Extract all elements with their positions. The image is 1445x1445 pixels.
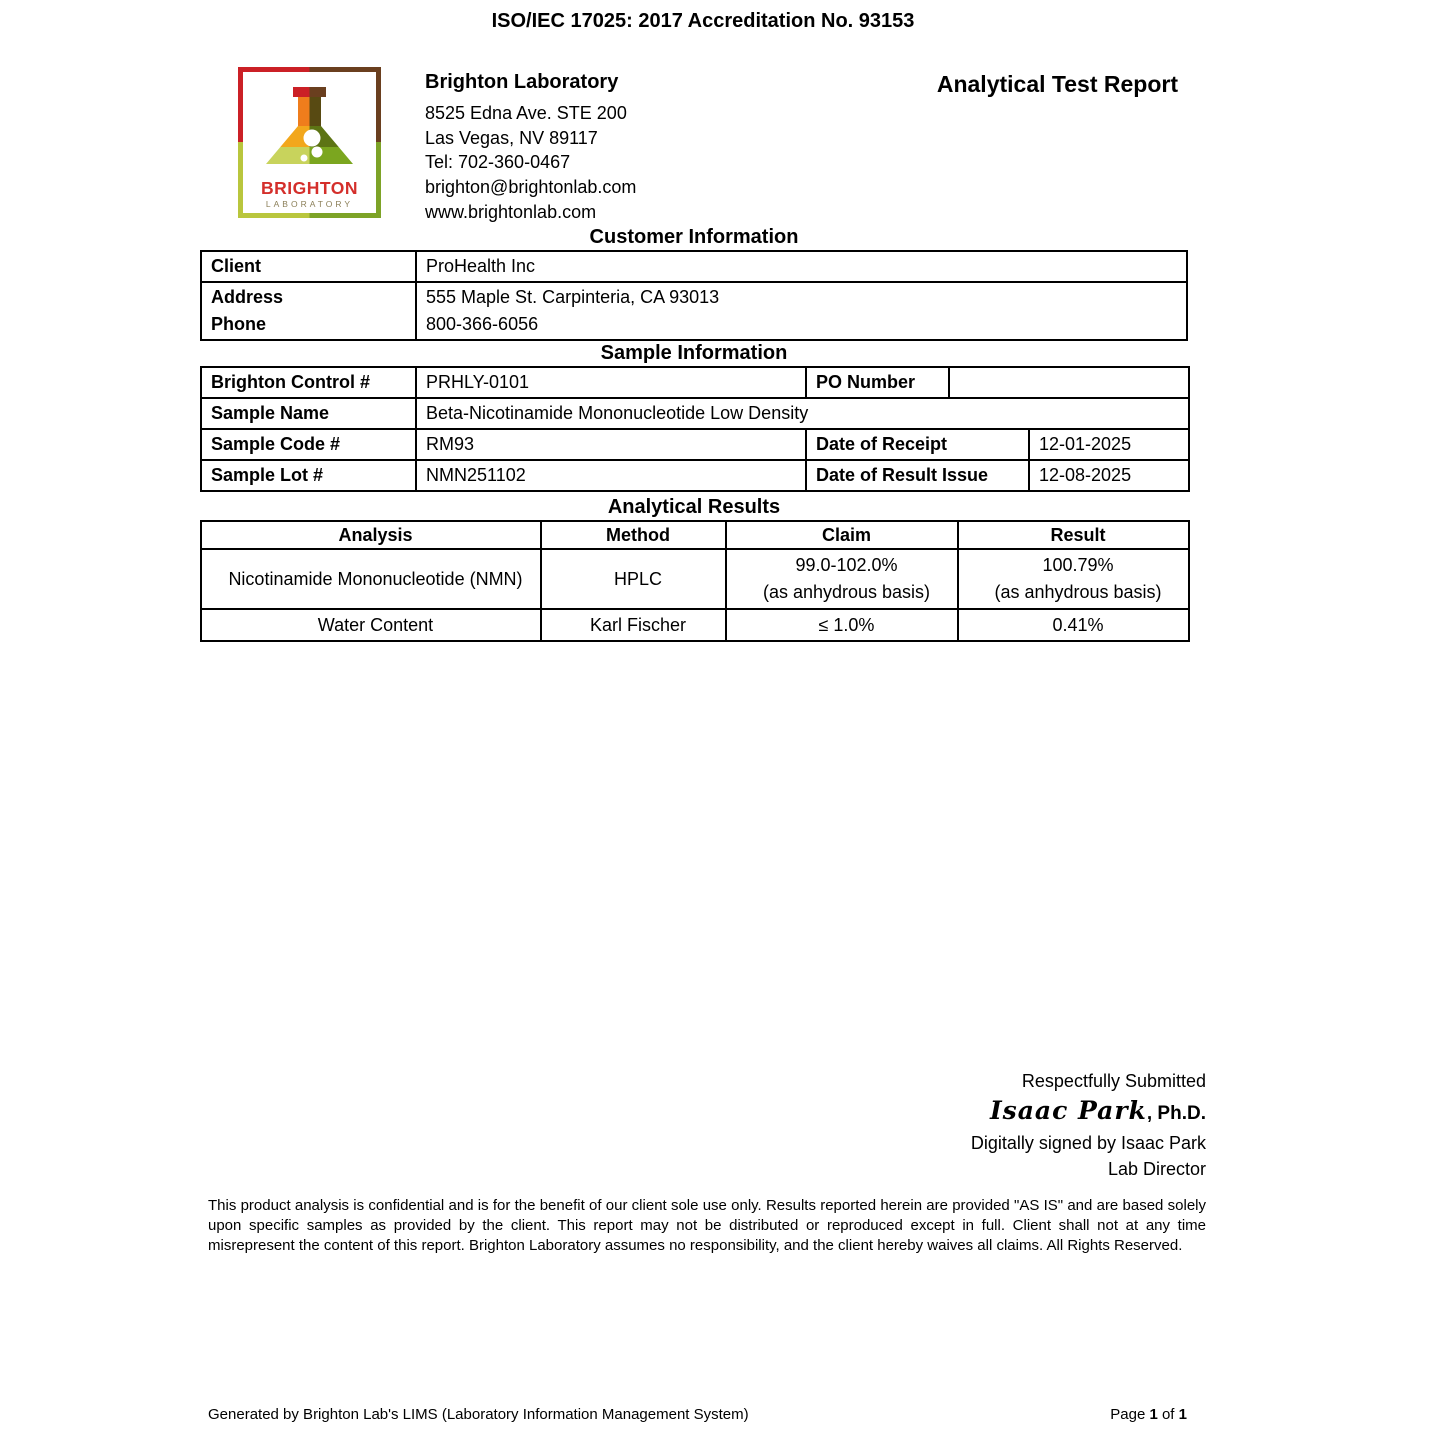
- claim-value: 99.0-102.0% (as anhydrous basis): [726, 549, 958, 609]
- lab-address-line2: Las Vegas, NV 89117: [425, 127, 598, 148]
- logo-border-left-bottom: [238, 142, 243, 213]
- analysis-column-header: Analysis: [201, 521, 541, 549]
- table-row: [201, 609, 1189, 641]
- analysis-value: Water Content: [201, 609, 541, 641]
- client-value: ProHealth Inc: [416, 251, 1187, 282]
- flask-icon: [238, 87, 381, 164]
- signature-suffix: , Ph.D.: [1146, 1103, 1206, 1124]
- control-number-value: PRHLY-0101: [416, 367, 806, 398]
- claim-column-header: Claim: [726, 521, 958, 549]
- sample-code-label: Sample Code #: [201, 429, 416, 460]
- analysis-value: Nicotinamide Mononucleotide (NMN): [201, 549, 541, 609]
- method-value: HPLC: [541, 549, 726, 609]
- date-of-receipt-value: 12-01-2025: [1029, 429, 1189, 460]
- accreditation-header: ISO/IEC 17025: 2017 Accreditation No. 93153: [491, 10, 915, 32]
- table-row: [201, 398, 1189, 429]
- date-of-result-issue-value: 12-08-2025: [1029, 460, 1189, 491]
- logo-border-bottom-right: [310, 213, 382, 218]
- flask-bubble-small: [301, 155, 308, 162]
- logo-brand-text: BRIGHTON: [260, 178, 359, 198]
- disclaimer-text: This product analysis is confidential and is for the benefit of our client sole use only. Results reported herein are provided "AS IS" and are based solely upon specific samples as provided by the client. This report may not be distributed or reproduced except in full. Client shall not at any time misrepresent the content of this report. Brighton Laboratory assumes no responsibility, and the client hereby waives all claims. All Rights Reserved.: [208, 1197, 1206, 1254]
- signature-script: Isaac Park: [989, 1096, 1147, 1125]
- digitally-signed-text: Digitally signed by Isaac Park: [970, 1133, 1206, 1153]
- client-label: Client: [201, 251, 416, 282]
- table-row: [201, 251, 1187, 282]
- table-row: [201, 367, 1189, 398]
- address-phone-values: [416, 282, 1187, 340]
- claim-value: ≤ 1.0%: [726, 609, 958, 641]
- address-value: 555 Maple St. Carpinteria, CA 93013: [426, 287, 720, 307]
- table-row: [201, 429, 1189, 460]
- customer-info-title: Customer Information: [589, 226, 799, 248]
- signature-block: [200, 1071, 1206, 1180]
- result-column-header: Result: [958, 521, 1189, 549]
- sample-code-value: RM93: [416, 429, 806, 460]
- signature-name-line: [200, 1096, 1206, 1125]
- table-row: [201, 460, 1189, 491]
- lab-director-text: Lab Director: [1107, 1159, 1206, 1179]
- logo-sub-text: LABORATORY: [265, 199, 354, 209]
- table-row: [201, 282, 1187, 340]
- result-value: 100.79% (as anhydrous basis): [958, 549, 1189, 609]
- brighton-laboratory-logo: [238, 67, 381, 218]
- logo-border-right-bottom: [376, 142, 381, 213]
- report-title: Analytical Test Report: [936, 71, 1178, 97]
- date-of-result-issue-label: Date of Result Issue: [806, 460, 1029, 491]
- lab-address-line1: 8525 Edna Ave. STE 200: [425, 103, 627, 123]
- sample-lot-value: NMN251102: [416, 460, 806, 491]
- sample-name-value: Beta-Nicotinamide Mononucleotide Low Density: [416, 398, 1189, 429]
- footer-generated-by: Generated by Brighton Lab's LIMS (Laboratory Information Management System): [208, 1406, 749, 1423]
- address-label: Address: [211, 287, 284, 307]
- logo-border-top-right: [310, 67, 382, 72]
- lab-website: www.brightonlab.com: [425, 201, 597, 222]
- phone-label: Phone: [211, 314, 267, 334]
- results-header-row: [201, 521, 1189, 549]
- lab-email: brighton@brightonlab.com: [425, 177, 637, 198]
- date-of-receipt-label: Date of Receipt: [806, 429, 1029, 460]
- respectfully-submitted-text: Respectfully Submitted: [1021, 1071, 1206, 1091]
- lab-phone: Tel: 702-360-0467: [425, 152, 571, 173]
- footer-page-number: Page 1 of 1: [1110, 1406, 1187, 1423]
- control-number-label: Brighton Control #: [201, 367, 416, 398]
- sample-name-label: Sample Name: [201, 398, 416, 429]
- method-column-header: Method: [541, 521, 726, 549]
- lab-contact-block: [425, 70, 636, 225]
- analytical-results-table: [200, 520, 1190, 642]
- logo-border-left-top: [238, 72, 243, 142]
- po-number-label: PO Number: [806, 367, 949, 398]
- sample-info-table: [200, 366, 1190, 492]
- table-row: [201, 549, 1189, 609]
- lab-name: Brighton Laboratory: [425, 71, 619, 93]
- sample-lot-label: Sample Lot #: [201, 460, 416, 491]
- customer-info-table: [200, 250, 1188, 341]
- logo-border-top-left: [238, 67, 310, 72]
- phone-value: 800-366-6056: [426, 314, 539, 334]
- address-phone-labels: [201, 282, 416, 340]
- analytical-results-title: Analytical Results: [607, 496, 781, 518]
- flask-bubble-medium: [312, 147, 323, 158]
- flask-bubble-large: [304, 130, 321, 147]
- po-number-value: [949, 367, 1189, 398]
- result-value: 0.41%: [958, 609, 1189, 641]
- logo-border-right-top: [376, 72, 381, 142]
- logo-border-bottom-left: [238, 213, 310, 218]
- sample-info-title: Sample Information: [600, 342, 788, 364]
- method-value: Karl Fischer: [541, 609, 726, 641]
